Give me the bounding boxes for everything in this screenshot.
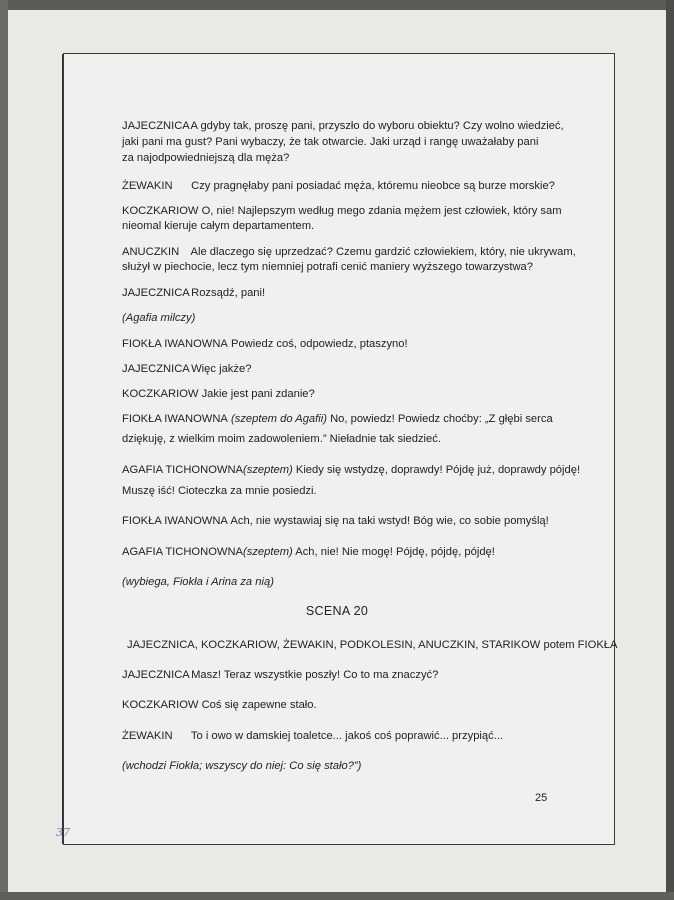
dialogue-text: Rozsądź, pani! <box>191 287 266 299</box>
dialogue-text: Ale dlaczego się uprzedzać? Czemu gardzić człowiekiem, który, nie ukrywam, <box>190 246 576 258</box>
dialogue-text: dziękuję, z wielkim moim zadowoleniem.” Nieładnie tak siedzieć. <box>122 433 441 445</box>
dialogue-text: Więc jakże? <box>191 363 252 375</box>
cast-text: JAJECZNICA, KOCZKARIOW, ŻEWAKIN, PODKOLESIN, ANUCZKIN, STARIKOW potem FIOKŁA <box>127 639 618 651</box>
stage-direction-text: (Agafia milczy) <box>122 312 196 324</box>
speaker-name: ANUCZKIN <box>122 246 180 258</box>
speaker-name: JAJECZNICA <box>122 120 190 132</box>
dialogue-line <box>122 286 265 300</box>
dialogue-text: służył w piechocie, lecz tym niemniej potrafi cenić maniery wyższego towarzystwa? <box>122 261 533 273</box>
dialogue-text: Jakie jest pani zdanie? <box>201 388 315 400</box>
stage-direction-inline: (szeptem) <box>243 464 293 476</box>
speaker-name: AGAFIA TICHONOWNA <box>122 546 244 558</box>
scan-edge-left <box>0 0 8 900</box>
dialogue-line <box>122 545 495 559</box>
stage-direction <box>122 759 361 773</box>
dialogue-text: Kiedy się wstydzę, doprawdy! Pójdę już, doprawdy pójdę! <box>295 464 581 476</box>
dialogue-line <box>122 179 555 193</box>
speaker-name: ŻEWAKIN <box>122 730 173 742</box>
dialogue-line <box>122 337 408 351</box>
scan-edge-bottom <box>0 892 674 900</box>
stage-direction <box>122 311 195 325</box>
dialogue-continuation <box>122 484 317 498</box>
dialogue-text: jaki pani ma gust? Pani wybaczy, że tak otwarcie. Jaki urząd i rangę uważałaby pani <box>122 136 539 148</box>
dialogue-text: A gdyby tak, proszę pani, przyszło do wyboru obiektu? Czy wolno wiedzieć, <box>190 120 564 132</box>
stage-direction-inline: (szeptem do Agafii) <box>231 413 327 425</box>
scene-cast-list <box>127 638 617 652</box>
dialogue-line <box>122 698 317 712</box>
dialogue-text: Muszę iść! Cioteczka za mnie posiedzi. <box>122 485 317 497</box>
handwritten-note: 37 <box>56 826 70 839</box>
speaker-name: FIOKŁA IWANOWNA <box>122 413 228 425</box>
page-number: 25 <box>535 792 548 804</box>
speaker-name: KOCZKARIOW <box>122 699 199 711</box>
dialogue-line <box>122 245 576 259</box>
dialogue-continuation <box>122 151 289 165</box>
dialogue-line <box>122 729 503 743</box>
stage-direction-text: (wchodzi Fiokła; wszyscy do niej: Co się stało?”) <box>122 760 362 772</box>
dialogue-continuation <box>122 260 533 274</box>
stage-direction <box>122 575 274 589</box>
dialogue-line <box>122 668 438 682</box>
speaker-name: FIOKŁA IWANOWNA <box>122 338 228 350</box>
speaker-name: JAJECZNICA <box>122 287 190 299</box>
dialogue-text: No, powiedz! Powiedz choćby: „Z głębi serca <box>330 413 553 425</box>
dialogue-line <box>122 412 553 426</box>
document-page <box>64 54 614 844</box>
scan-edge-right <box>666 0 674 900</box>
dialogue-line <box>122 119 564 133</box>
dialogue-line <box>122 387 315 401</box>
dialogue-continuation <box>122 135 538 149</box>
dialogue-text: Czy pragnęłaby pani posiadać męża, któremu nieobce są burze morskie? <box>191 180 555 192</box>
dialogue-text: Ach, nie! Nie mogę! Pójdę, pójdę, pójdę! <box>295 546 495 558</box>
speaker-name: ŻEWAKIN <box>122 180 173 192</box>
dialogue-text: O, nie! Najlepszym według mego zdania mężem jest człowiek, który sam <box>201 205 562 217</box>
dialogue-text: Powiedz coś, odpowiedz, ptaszyno! <box>231 338 408 350</box>
speaker-name: FIOKŁA IWANOWNA <box>122 515 228 527</box>
dialogue-line <box>122 463 580 477</box>
speaker-name: KOCZKARIOW <box>122 388 199 400</box>
dialogue-text: Coś się zapewne stało. <box>201 699 317 711</box>
dialogue-line <box>122 204 562 218</box>
dialogue-text: To i owo w damskiej toaletce... jakoś coś poprawić... przypiąć... <box>190 730 504 742</box>
scene-title: SCENA 20 <box>305 604 369 618</box>
stage-direction-text: (wybiega, Fiokła i Arina za nią) <box>122 576 274 588</box>
speaker-name: AGAFIA TICHONOWNA <box>122 464 244 476</box>
dialogue-continuation <box>122 219 314 233</box>
dialogue-line <box>122 362 251 376</box>
dialogue-text: Masz! Teraz wszystkie poszły! Co to ma znaczyć? <box>191 669 439 681</box>
speaker-name: JAJECZNICA <box>122 363 190 375</box>
dialogue-text: Ach, nie wystawiaj się na taki wstyd! Bóg wie, co sobie pomyślą! <box>230 515 549 527</box>
dialogue-line <box>122 514 549 528</box>
dialogue-continuation <box>122 432 441 446</box>
scan-edge-top <box>0 0 674 10</box>
stage-direction-inline: (szeptem) <box>243 546 293 558</box>
speaker-name: KOCZKARIOW <box>122 205 199 217</box>
speaker-name: JAJECZNICA <box>122 669 190 681</box>
dialogue-text: nieomal kieruje całym departamentem. <box>122 220 315 232</box>
dialogue-text: za najodpowiedniejszą dla męża? <box>122 152 290 164</box>
